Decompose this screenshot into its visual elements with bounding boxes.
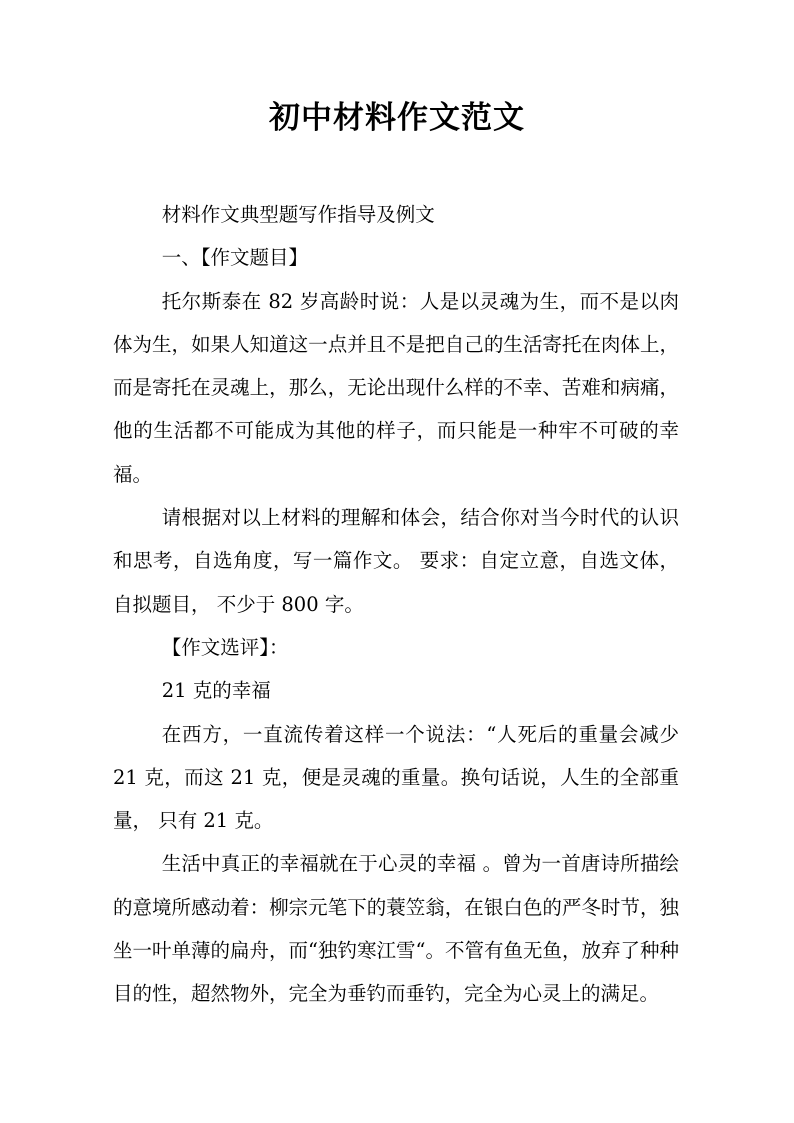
section-heading-review: 【作文选评】：: [161, 635, 289, 659]
document-title: 初中材料作文范文: [269, 100, 525, 136]
paragraph-material: 托尔斯泰在 82 岁高龄时说：人是以灵魂为生，而不是以肉体为生，如果人知道这一点并且不是把自己的生活寄托在肉体上，而是寄托在灵魂上，那么，无论出现什么样的不幸、苦难和病痛，他的生活都不可能成为其他的样子，而只能是一种牢不可破的幸福。: [113, 289, 679, 486]
essay-title: 21 克的幸福: [161, 679, 271, 703]
document-body: [113, 193, 679, 1016]
section-heading-topic: 一、【作文题目】: [161, 246, 309, 270]
paragraph-instructions: 请根据对以上材料的理解和体会，结合你对当今时代的认识和思考，自选角度，写一篇作文。 要求：自定立意，自选文体，自拟题目， 不少于 800 字。: [113, 506, 679, 616]
essay-paragraph-1: 在西方，一直流传着这样一个说法：“人死后的重量会减少 21 克，而这 21 克，便是灵魂的重量。换句话说，人生的全部重量， 只有 21 克。: [113, 722, 679, 833]
essay-paragraph-2: 生活中真正的幸福就在于心灵的幸福 。曾为一首唐诗所描绘的意境所感动着：柳宗元笔下的蓑笠翁，在银白色的严冬时节，独坐一叶单薄的扁舟，而“独钓寒江雪“。不管有鱼无鱼，放弃了种种目的性，超然物外，完全为垂钓而垂钓，完全为心灵上的满足。: [113, 852, 679, 1006]
section-heading-guide: 材料作文典型题写作指导及例文: [161, 203, 435, 226]
